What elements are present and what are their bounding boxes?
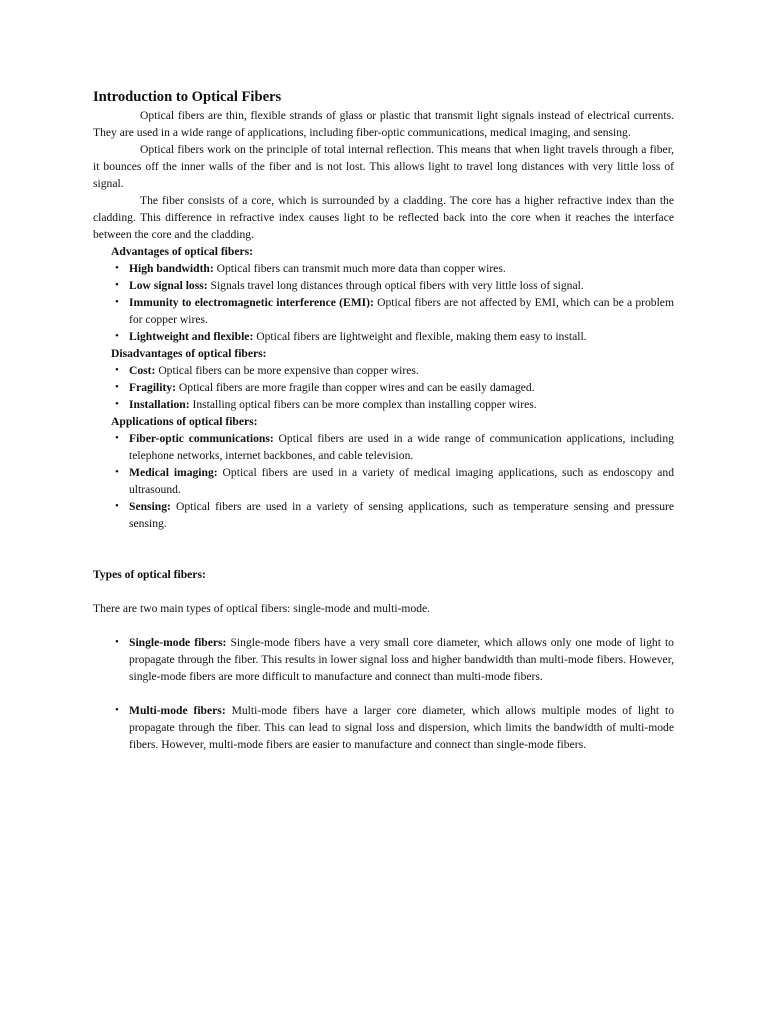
- list-item: [115, 430, 674, 464]
- item-term: Fragility:: [129, 381, 177, 394]
- item-term: Immunity to electromagnetic interference (EMI):: [129, 296, 374, 309]
- list-item: [115, 379, 674, 396]
- list-item: [115, 634, 674, 685]
- document-page: [93, 87, 674, 753]
- applications-heading: Applications of optical fibers:: [111, 415, 258, 428]
- types-list: [93, 634, 674, 753]
- bullet-icon: •: [115, 432, 119, 444]
- bullet-icon: •: [115, 279, 119, 291]
- disadvantages-list: [93, 362, 674, 413]
- list-item: [115, 702, 674, 753]
- item-text: Optical fibers can transmit much more data than copper wires.: [216, 262, 506, 275]
- item-text: Optical fibers are lightweight and flexible, making them easy to install.: [256, 330, 587, 343]
- bullet-icon: •: [115, 704, 119, 716]
- list-item: [115, 362, 674, 379]
- item-term: Low signal loss:: [129, 279, 208, 292]
- list-item: [115, 396, 674, 413]
- item-text: Installing optical fibers can be more complex than installing copper wires.: [192, 398, 537, 411]
- structure-paragraph: The fiber consists of a core, which is surrounded by a cladding. The core has a higher refractive index than the cladding. This difference in refractive index causes light to be reflected back into the core when it reaches the interface between the core and the cladding.: [93, 194, 674, 241]
- item-text: Optical fibers are used in a variety of medical imaging applications, such as endoscopy and ultrasound.: [129, 466, 675, 496]
- item-text: Optical fibers are not affected by EMI, which can be a problem for copper wires.: [129, 296, 674, 326]
- item-term: High bandwidth:: [129, 262, 214, 275]
- bullet-icon: •: [115, 262, 119, 274]
- item-text: Signals travel long distances through optical fibers with very little loss of signal.: [210, 279, 584, 292]
- intro-paragraph: Optical fibers are thin, flexible strands of glass or plastic that transmit light signals instead of electrical currents. They are used in a wide range of applications, including fiber-optic communications, medical imaging, and sensing.: [93, 109, 674, 139]
- item-term: Installation:: [129, 398, 190, 411]
- item-text: Multi-mode fibers have a larger core diameter, which allows multiple modes of light to propagate through the fiber. This can lead to signal loss and dispersion, which limits the bandwidth of multi-mode fibers. However, multi-mode fibers are easier to manufacture and connect than single-mode fibers.: [129, 704, 674, 751]
- bullet-icon: •: [115, 364, 119, 376]
- list-item: [115, 464, 675, 498]
- bullet-icon: •: [115, 398, 119, 410]
- types-heading: Types of optical fibers:: [93, 568, 206, 581]
- list-item: [115, 498, 674, 532]
- list-item: [115, 277, 674, 294]
- bullet-icon: •: [115, 296, 119, 308]
- list-item: [115, 294, 674, 328]
- item-term: Sensing:: [129, 500, 171, 513]
- types-intro: There are two main types of optical fibers: single-mode and multi-mode.: [93, 602, 431, 615]
- item-term: Multi-mode fibers:: [129, 704, 226, 717]
- item-text: Optical fibers are used in a wide range of communication applications, including telephone networks, internet backbones, and cable television.: [129, 432, 674, 462]
- list-item: [115, 328, 674, 345]
- document-title: Introduction to Optical Fibers: [93, 89, 282, 105]
- item-text: Optical fibers are used in a variety of sensing applications, such as temperature sensing and pressure sensing.: [129, 500, 674, 530]
- item-term: Lightweight and flexible:: [129, 330, 254, 343]
- item-text: Optical fibers are more fragile than copper wires and can be easily damaged.: [178, 381, 535, 394]
- item-term: Medical imaging:: [129, 466, 218, 479]
- bullet-icon: •: [115, 381, 119, 393]
- principle-paragraph: Optical fibers work on the principle of total internal reflection. This means that when light travels through a fiber, it bounces off the inner walls of the fiber and is not lost. This allows light to travel long distances with very little loss of signal.: [93, 143, 674, 190]
- item-term: Fiber-optic communications:: [129, 432, 274, 445]
- item-term: Single-mode fibers:: [129, 636, 227, 649]
- item-term: Cost:: [129, 364, 156, 377]
- bullet-icon: •: [115, 330, 119, 342]
- disadvantages-heading: Disadvantages of optical fibers:: [111, 347, 267, 360]
- bullet-icon: •: [115, 500, 119, 512]
- applications-list: [93, 430, 674, 532]
- item-text: Optical fibers can be more expensive than copper wires.: [158, 364, 419, 377]
- advantages-list: [93, 260, 674, 345]
- bullet-icon: •: [115, 636, 119, 648]
- bullet-icon: •: [115, 466, 119, 478]
- list-item: [115, 260, 674, 277]
- advantages-heading: Advantages of optical fibers:: [111, 245, 254, 258]
- item-text: Single-mode fibers have a very small core diameter, which allows only one mode of light to propagate through the fiber. This results in lower signal loss and higher bandwidth than multi-mode fibers. However, single-mode fibers are more difficult to manufacture and connect than multi-mode fibers.: [129, 636, 674, 683]
